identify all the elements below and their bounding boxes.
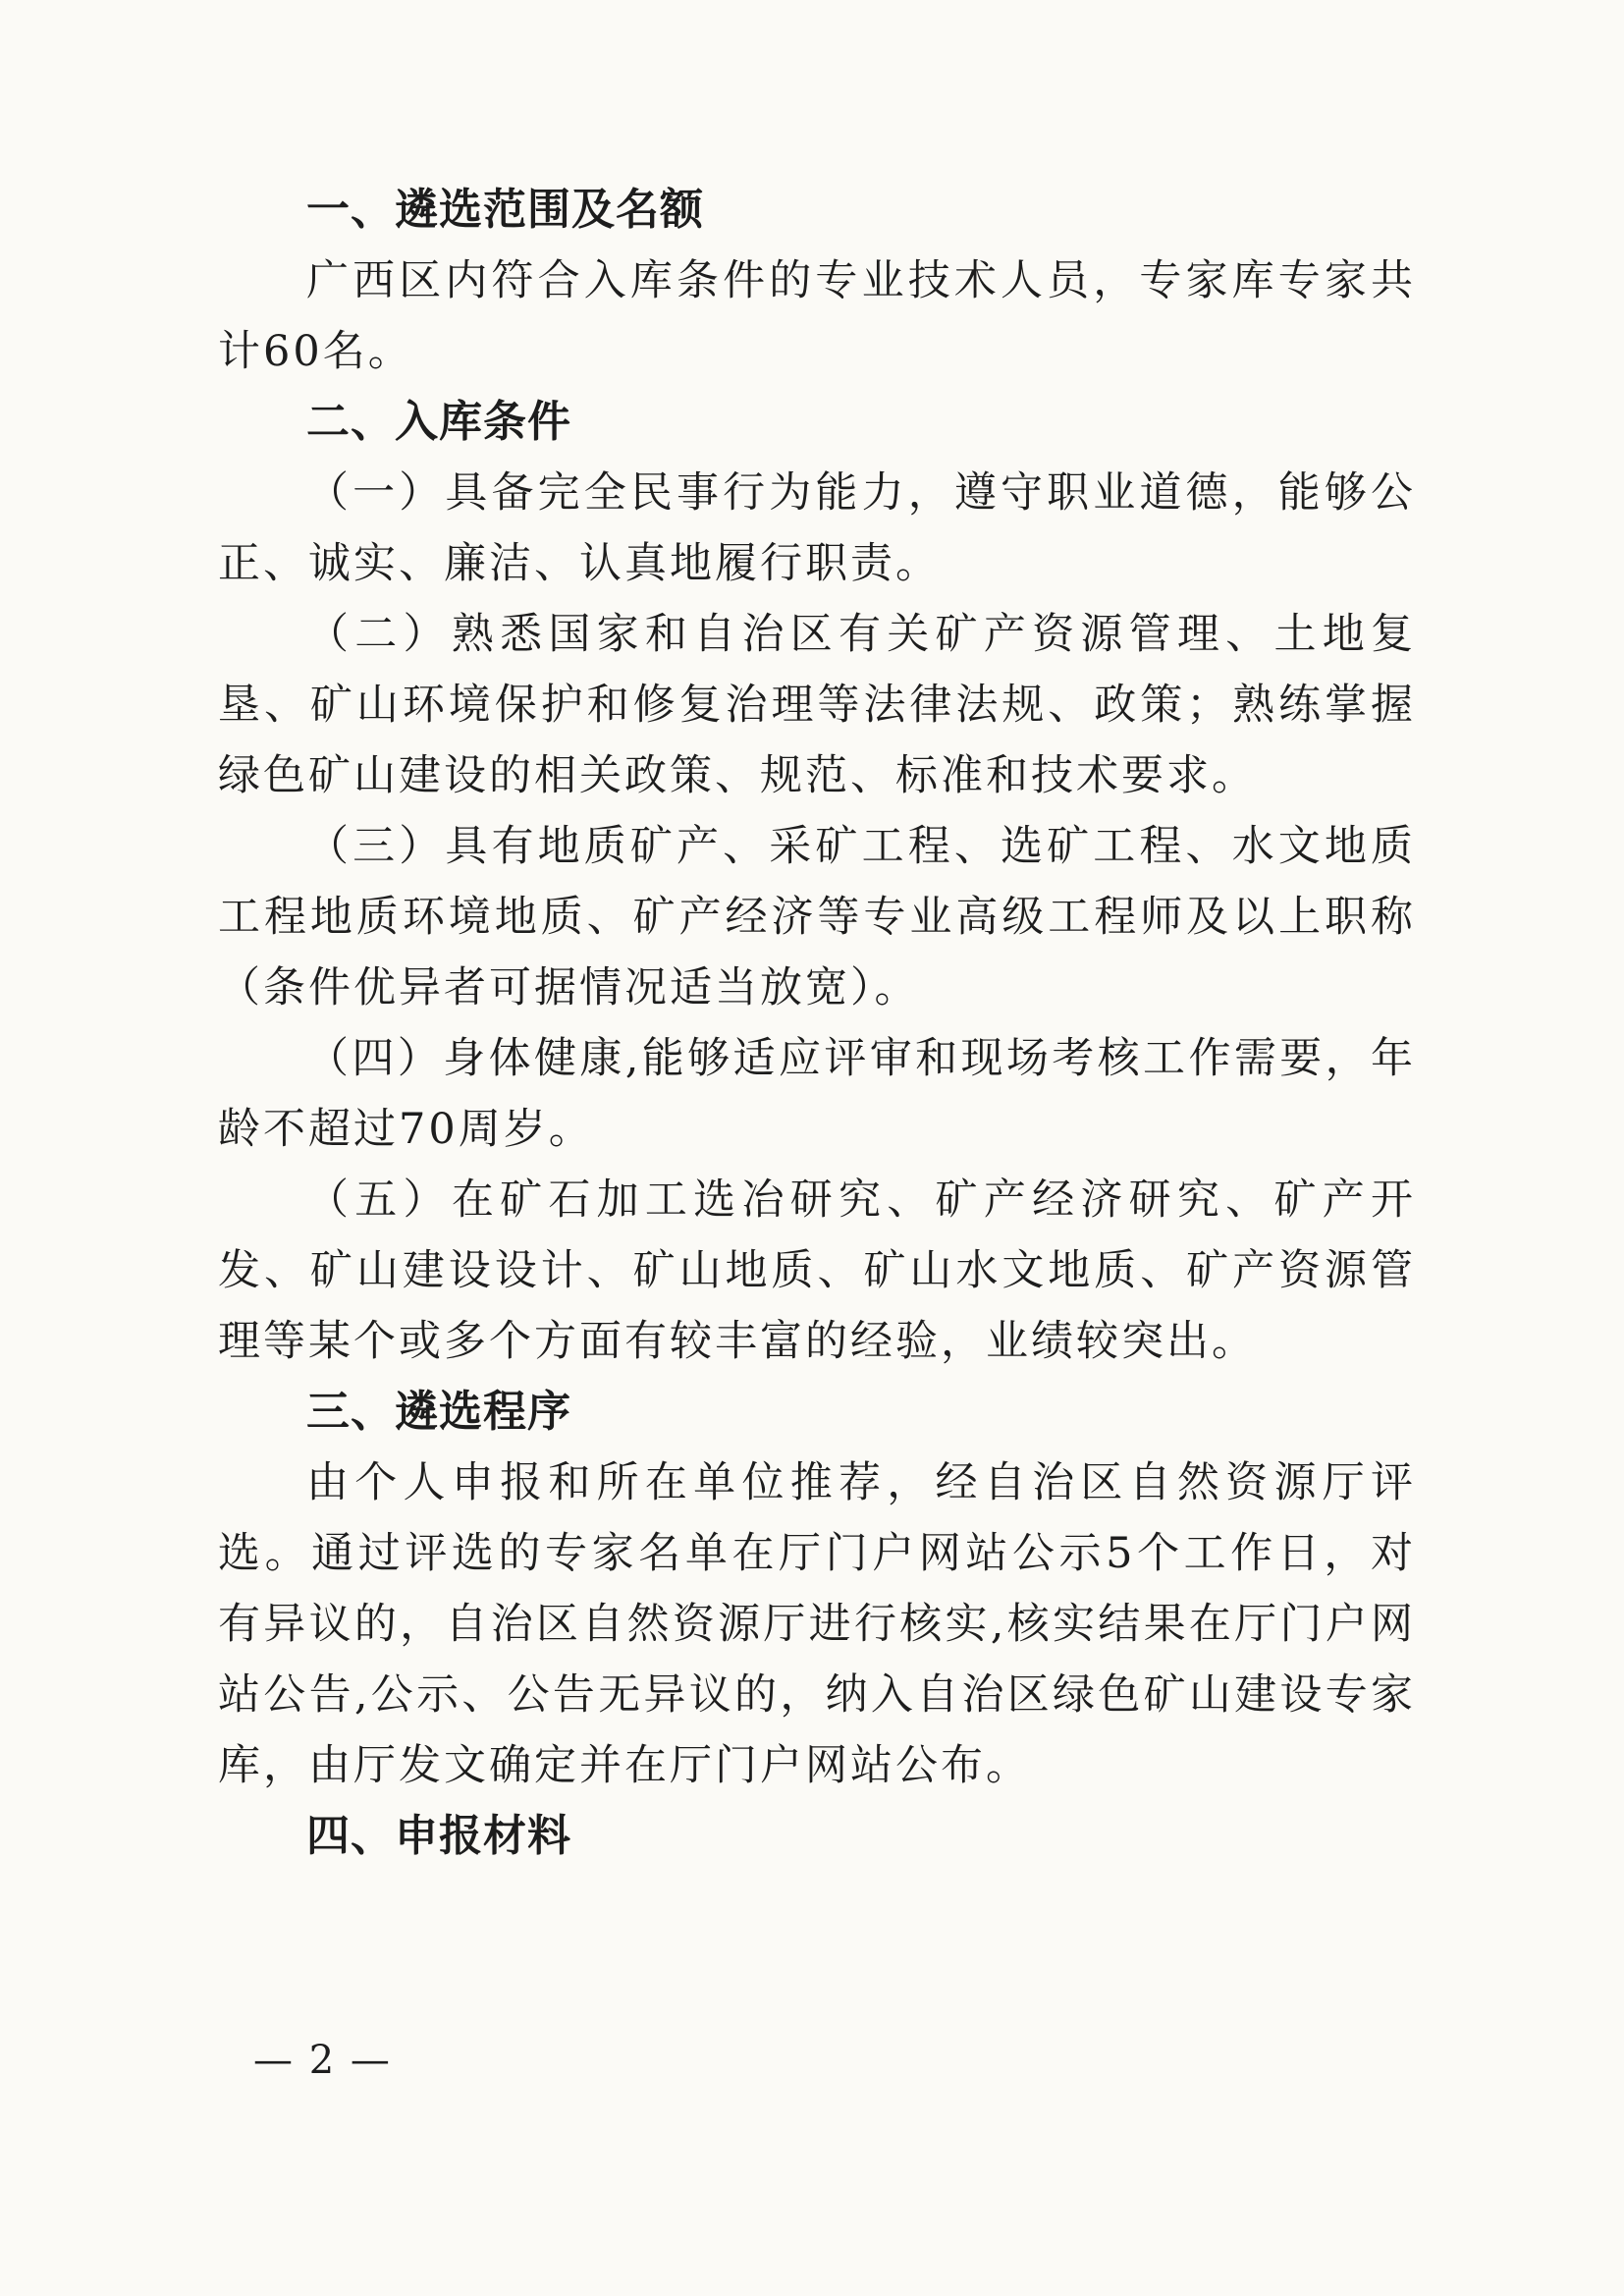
page-number: — 2 — — [253, 2038, 392, 2083]
paragraph-condition-3: （三）具有地质矿产、采矿工程、选矿工程、水文地质工程地质环境地质、矿产经济等专业高级工程师及以上职称（条件优异者可据情况适当放宽）。 — [218, 822, 1416, 1012]
document-body — [218, 175, 1416, 1872]
section-heading-materials: 四、申报材料 — [306, 1811, 571, 1861]
paragraph-procedure: 由个人申报和所在单位推荐，经自治区自然资源厅评选。通过评选的专家名单在厅门户网站公示5个工作日，对有异议的，自治区自然资源厅进行核实,核实结果在厅门户网站公告,公示、公告无异议的，纳入自治区绿色矿山建设专家库，由厅发文确定并在厅门户网站公布。 — [218, 1458, 1416, 1790]
paragraph-scope: 广西区内符合入库条件的专业技术人员，专家库专家共计60名。 — [218, 256, 1416, 376]
section-heading-conditions: 二、入库条件 — [306, 397, 571, 447]
section-heading-procedure: 三、遴选程序 — [306, 1387, 571, 1437]
paragraph-condition-5: （五）在矿石加工选冶研究、矿产经济研究、矿产开发、矿山建设设计、矿山地质、矿山水文地质、矿产资源管理等某个或多个方面有较丰富的经验，业绩较突出。 — [218, 1175, 1416, 1366]
paragraph-condition-2: （二）熟悉国家和自治区有关矿产资源管理、土地复垦、矿山环境保护和修复治理等法律法规、政策；熟练掌握绿色矿山建设的相关政策、规范、标准和技术要求。 — [218, 610, 1416, 800]
section-heading-scope: 一、遴选范围及名额 — [306, 185, 704, 235]
paragraph-condition-4: （四）身体健康,能够适应评审和现场考核工作需要，年龄不超过70周岁。 — [218, 1034, 1416, 1154]
paragraph-condition-1: （一）具备完全民事行为能力，遵守职业道德，能够公正、诚实、廉洁、认真地履行职责。 — [218, 468, 1416, 588]
